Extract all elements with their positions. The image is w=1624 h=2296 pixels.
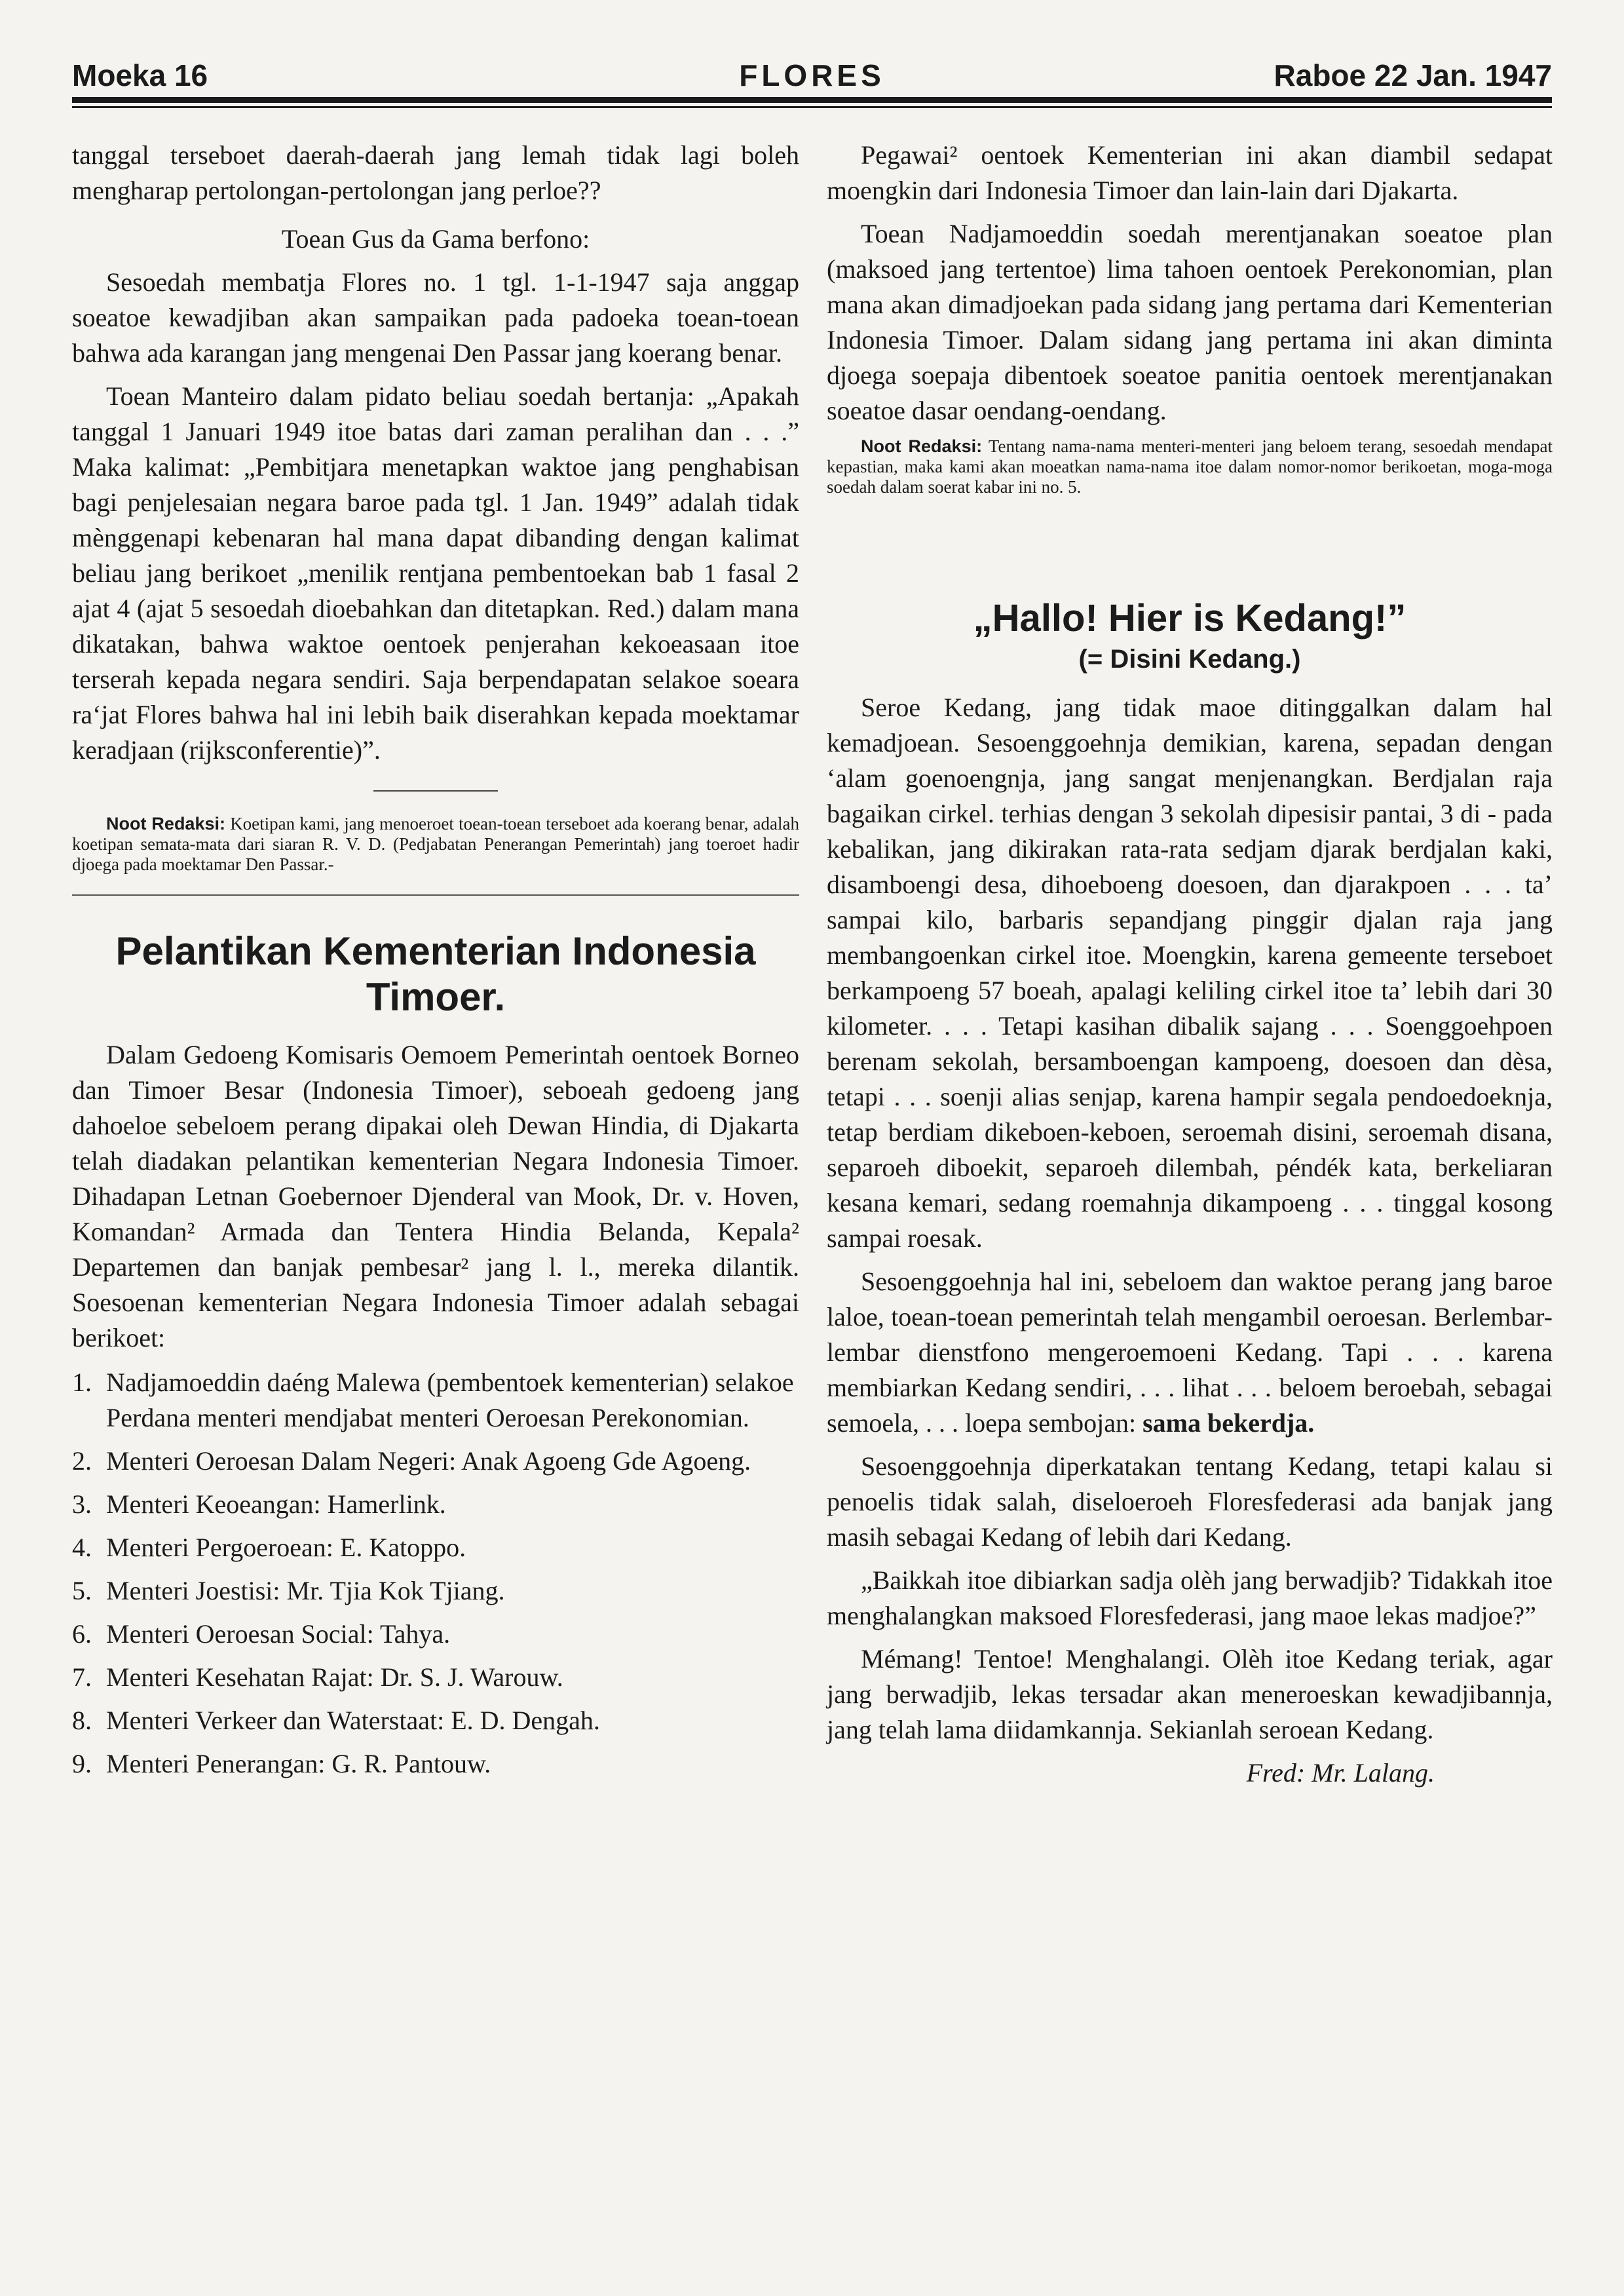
paragraph: tanggal terseboet daerah-daerah jang lemah tidak lagi boleh mengharap pertolongan-pertolongan jang perloe?? (72, 140, 799, 205)
author-signature: Fred: Mr. Lalang. (1246, 1758, 1435, 1788)
article-title: Pelantikan Kementerian Indonesia Timoer. (115, 929, 756, 1019)
list-item: 9. Menteri Penerangan: G. R. Pantouw. (72, 1749, 491, 1778)
paragraph: Mémang! Tentoe! Menghalangi. Olèh itoe Kedang teriak, agar jang berwadjib, lekas tersadar akan meneroeskan kewadjibannja, jang telah lama diidamkannja. Sekianlah seroean Kedang. (827, 1644, 1553, 1744)
paragraph-text: Sesoenggoehnja hal ini, sebeloem dan waktoe perang jang baroe laloe, toean-toean pemerintah telah mengambil oeroesan. Berlembar-lembar dienstfono mengeroemoeni Kedang. Tapi . . . karena membiarkan Kedang sendiri, . . . lihat . . . beloem beroebah, sebagai semoela, . . . loepa sembojan: (827, 1267, 1553, 1438)
page-number: Moeka 16 (72, 58, 208, 92)
note-text: Tentang nama-nama menteri-menteri jang beloem terang, sesoedah mendapat kepastian, maka kami akan moeatkan nama-nama itoe dalam nomor-nomor berikoetan, moga-moga soedah dalam soerat kabar ini no. 5. (827, 436, 1553, 497)
editor-note (72, 814, 799, 875)
right-column (827, 138, 1553, 1791)
list-item: 6. Menteri Oeroesan Social: Tahya. (72, 1619, 451, 1649)
list-item: 5. Menteri Joestisi: Mr. Tjia Kok Tjiang. (72, 1576, 505, 1605)
list-item: 4. Menteri Pergoeroean: E. Katoppo. (72, 1533, 466, 1562)
paragraph: Toean Nadjamoeddin soedah merentjanakan soeatoe plan (maksoed jang tertentoe) lima tahoen oentoek Perekonomian, plan mana akan dimadjoekan pada sidang jang pertama dari Kementerian Indonesia Timoer. Dalam sidang jang pertama ini akan diminta djoega soepaja dibentoek soeatoe panitia oentoek merentjanakan soeatoe dasar oendang-oendang. (827, 219, 1553, 425)
paragraph: Toean Manteiro dalam pidato beliau soedah bertanja: „Apakah tanggal 1 Januari 1949 itoe batas dari zaman peralihan dan . . .” Maka kalimat: „Pembitjara menetapkan waktoe jang penghabisan bagi penjelesaian negara baroe pada tgl. 1 Jan. 1949” adalah tidak mènggenapi kebenaran hal mana dapat dibanding dengan kalimat beliau jang berikoet „menilik rentjana pembentoekan bab 1 fasal 2 ajat 4 (ajat 5 sesoedah dioebahkan dan ditetapkan. Red.) dalam mana dikatakan, bahwa waktoe oentoek penjerahan kekoeasaan itoe terserah kepada negara sendiri. Saja berpendapatan selakoe soeara ra‘jat Flores bahwa hal ini lebih baik diserahkan kepada moektamar keradjaan (rijksconferentie)”. (72, 381, 799, 765)
divider (373, 790, 498, 792)
masthead (72, 51, 1552, 97)
newspaper-title: FLORES (739, 58, 885, 92)
list-item: 2. Menteri Oeroesan Dalam Negeri: Anak Agoeng Gde Agoeng. (72, 1446, 751, 1476)
note-label: Noot Redaksi: (861, 436, 983, 456)
header-rule-thin (72, 106, 1552, 108)
paragraph: Seroe Kedang, jang tidak maoe ditinggalkan dalam hal kemadjoean. Sesoenggoehnja demikian, karena, sepadan dengan ‘alam goenoengnja, jang sangat menjenangkan. Berdjalan raja bagaikan cirkel. terhias dengan 3 sekolah dipesisir pantai, 3 di - pada kebalikan, jang dikirakan rata-rata sedjam djarak berdjalan kaki, disamboengi desa, dihoeboeng doesoen, dan djarakpoen . . . ta’ sampai kilo, barbaris sepandjang pinggir djalan raja jang membangoenkan cirkel itoe. Moengkin, karena gemeente terseboet berkampoeng 57 boeah, apalagi keliling cirkel itoe ta’ lebih dari 30 kilometer. . . . Tetapi kasihan dibalik sajang . . . Soenggoehpoen berenam sekolah, bersamboengan kampoeng, doesoen dan dèsa, tetapi . . . soenji alias senjap, karena hampir segala pendoedoeknja, tetap berdiam dikeboen-keboen, seroemah disini, seroemah disana, separoeh diboekit, separoeh dilembah, péndék kata, berkeliaran kesana kemari, sedang roemahnja dikampoeng . . . tinggal kosong sampai roesak. (827, 693, 1553, 1253)
paragraph: Sesoedah membatja Flores no. 1 tgl. 1-1-1947 saja anggap soeatoe kewadjiban akan sampaikan pada padoeka toean-toean bahwa ada karangan jang mengenai Den Passar jang koerang benar. (72, 267, 799, 368)
issue-date: Raboe 22 Jan. 1947 (1274, 58, 1552, 92)
list-item: 1. Nadjamoeddin daéng Malewa (pembentoek kementerian) selakoe Perdana menteri mendjabat menteri Oeroesan Perekonomian. (72, 1368, 794, 1432)
paragraph: Sesoenggoehnja diperkatakan tentang Kedang, tetapi kalau si penoelis tidak salah, diseloeroeh Floresfederasi ada banjak jang masih sebagai Kedang of lebih dari Kedang. (827, 1451, 1553, 1552)
speaker-line: Toean Gus da Gama berfono: (281, 224, 590, 254)
divider (72, 894, 799, 896)
list-item: 7. Menteri Kesehatan Rajat: Dr. S. J. Warouw. (72, 1662, 563, 1692)
list-item: 8. Menteri Verkeer dan Waterstaat: E. D. Dengah. (72, 1706, 600, 1735)
header-rule (72, 97, 1552, 103)
editor-note (827, 436, 1553, 497)
paragraph (827, 1264, 1553, 1441)
paragraph: Dalam Gedoeng Komisaris Oemoem Pemerintah oentoek Borneo dan Timoer Besar (Indonesia Timoer), seboeah gedoeng jang dahoeloe sebeloem perang dipakai oleh Dewan Hindia, di Djakarta telah diadakan pelantikan kementerian Negara Indonesia Timoer. Dihadapan Letnan Goebernoer Djenderal van Mook, Dr. v. Hoven, Komandan² Armada dan Tentera Hindia Belanda, Kepala² Departemen dan banjak pembesar² jang l. l., mereka dilantik. Soesoenan kementerian Negara Indonesia Timoer adalah sebagai berikoet: (72, 1040, 799, 1352)
article-title: „Hallo! Hier is Kedang!” (973, 597, 1407, 640)
note-text: Koetipan kami, jang menoeroet toean-toean terseboet ada koerang benar, adalah koetipan semata-mata dari siaran R. V. D. (Pedjabatan Penerangan Pemerintah) jang toeroet hadir djoega pada moektamar Den Passar.- (72, 814, 800, 874)
motto-text: sama bekerdja. (1142, 1408, 1315, 1438)
list-item: 3. Menteri Keoeangan: Hamerlink. (72, 1489, 446, 1519)
paragraph: „Baikkah itoe dibiarkan sadja olèh jang berwadjib? Tidakkah itoe menghalangkan maksoed Floresfederasi, jang maoe lekas madjoe?” (827, 1565, 1553, 1630)
minister-list (72, 1365, 799, 1782)
article-subtitle: (= Disini Kedang.) (1078, 645, 1301, 674)
left-column (72, 138, 799, 1789)
note-label: Noot Redaksi: (106, 814, 225, 833)
paragraph: Pegawai² oentoek Kementerian ini akan diambil sedapat moengkin dari Indonesia Timoer dan lain-lain dari Djakarta. (827, 140, 1553, 205)
